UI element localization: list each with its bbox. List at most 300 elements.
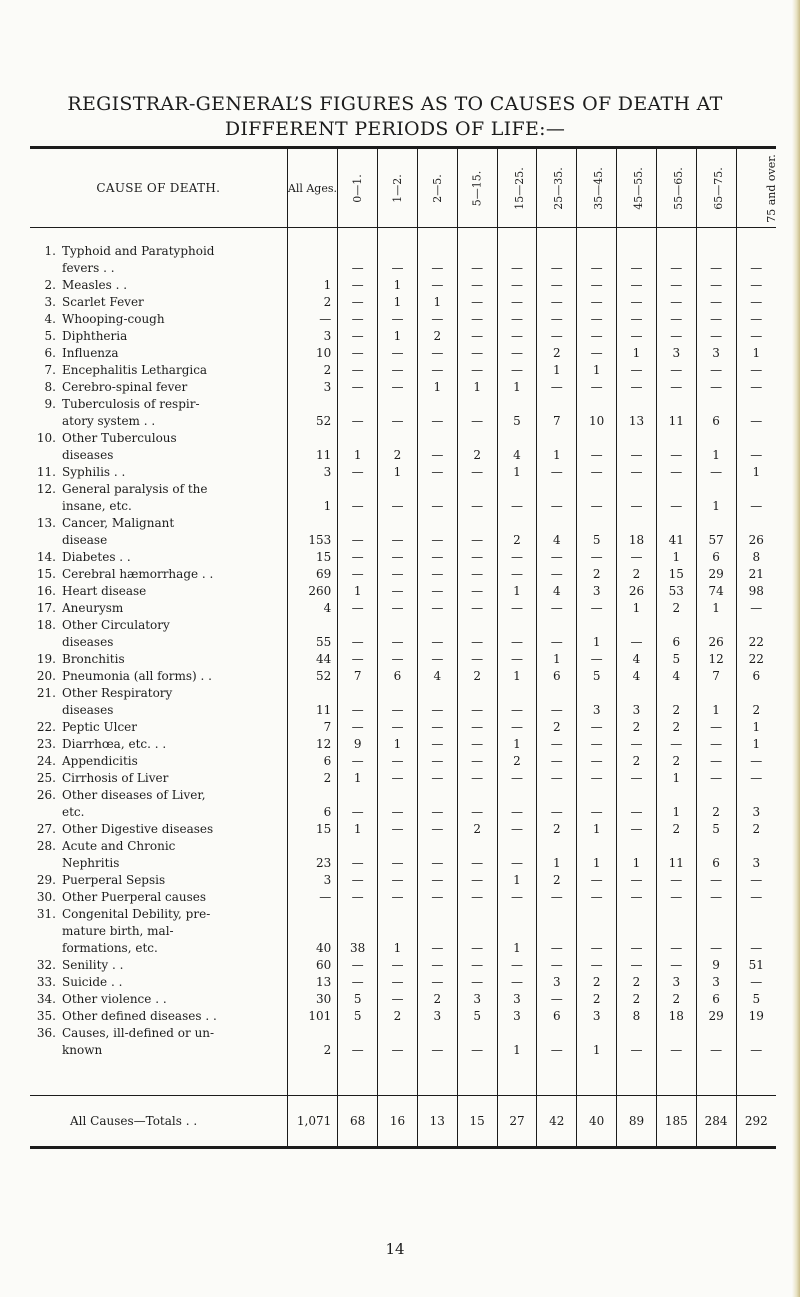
cause-label: Appendicitis (62, 754, 138, 768)
totals-cell: 40 (577, 1096, 617, 1148)
cause-label: formations, etc. (62, 941, 158, 955)
age-group-cell: 1 (497, 872, 537, 889)
age-group-cell: — (617, 770, 657, 787)
age-group-cell: 4 (417, 668, 457, 685)
causes-of-death-table-container (30, 146, 776, 1149)
age-group-cell: — (338, 464, 378, 481)
age-group-cell: — (617, 736, 657, 753)
table-row (30, 600, 776, 617)
age-group-cell: — (338, 838, 378, 872)
cause-label: mature birth, mal- (62, 924, 174, 938)
age-group-cell: — (378, 719, 418, 736)
age-group-cell: 3 (617, 685, 657, 719)
all-ages-cell: 7 (287, 719, 338, 736)
table-row (30, 243, 776, 277)
age-group-cell: 1 (617, 838, 657, 872)
age-group-cell: 5 (696, 821, 736, 838)
cause-cell (30, 294, 287, 311)
age-group-cell: — (378, 515, 418, 549)
age-group-cell: — (457, 294, 497, 311)
age-group-cell: — (457, 974, 497, 991)
table-row (30, 362, 776, 379)
age-group-cell: — (696, 362, 736, 379)
age-group-cell: 2 (736, 821, 776, 838)
age-group-cell: — (577, 328, 617, 345)
age-group-cell: — (497, 277, 537, 294)
table-row (30, 481, 776, 515)
age-group-cell: — (656, 243, 696, 277)
age-group-cell: 2 (617, 991, 657, 1008)
cause-cell (30, 651, 287, 668)
age-group-cell: — (417, 583, 457, 600)
age-group-cell: — (577, 719, 617, 736)
age-group-cell: 5 (338, 991, 378, 1008)
cause-label: Bronchitis (62, 652, 125, 666)
cause-label: Other Tuberculous (62, 431, 177, 445)
all-ages-cell: 153 (287, 515, 338, 549)
age-group-cell: — (497, 719, 537, 736)
cause-label: Other Digestive diseases (62, 822, 214, 836)
age-group-cell: — (457, 838, 497, 872)
age-group-cell: — (736, 362, 776, 379)
age-group-cell: — (457, 685, 497, 719)
age-group-cell: — (617, 294, 657, 311)
table-row (30, 328, 776, 345)
cause-number: 14. (36, 550, 56, 564)
age-group-cell: — (338, 328, 378, 345)
age-group-cell: — (378, 872, 418, 889)
age-group-cell: 5 (338, 1008, 378, 1025)
page-edge (792, 0, 800, 1297)
table-row (30, 583, 776, 600)
cause-cell (30, 277, 287, 294)
table-header-row (30, 148, 776, 228)
cause-number: 35. (36, 1009, 56, 1023)
age-group-cell: — (497, 600, 537, 617)
age-group-cell: — (457, 753, 497, 770)
table-row (30, 311, 776, 328)
age-group-cell: 22 (736, 651, 776, 668)
age-group-cell: 51 (736, 957, 776, 974)
age-group-cell: — (656, 464, 696, 481)
age-group-cell: — (577, 787, 617, 821)
age-group-cell: — (617, 787, 657, 821)
age-group-cell: 21 (736, 566, 776, 583)
age-group-cell: 4 (617, 651, 657, 668)
table-row (30, 549, 776, 566)
age-group-cell: — (378, 770, 418, 787)
age-group-cell: 1 (617, 600, 657, 617)
cause-cell (30, 668, 287, 685)
age-group-cell: 5 (577, 668, 617, 685)
all-ages-cell: 10 (287, 345, 338, 362)
cause-label: Diphtheria (62, 329, 128, 343)
cause-label: Influenza (62, 346, 119, 360)
age-group-cell: — (736, 396, 776, 430)
age-group-cell: — (457, 583, 497, 600)
cause-number: 27. (36, 822, 56, 836)
table-row (30, 345, 776, 362)
age-group-cell: — (656, 328, 696, 345)
cause-label: Puerperal Sepsis (62, 873, 166, 887)
age-group-cell: — (617, 379, 657, 396)
age-group-cell: — (417, 719, 457, 736)
age-group-cell: — (736, 294, 776, 311)
age-group-cell: — (417, 821, 457, 838)
age-group-cell: — (378, 600, 418, 617)
age-group-cell: 26 (617, 583, 657, 600)
age-group-cell: 3 (497, 1008, 537, 1025)
age-group-cell: 2 (417, 991, 457, 1008)
age-group-cell: 2 (577, 974, 617, 991)
age-group-cell: — (577, 872, 617, 889)
age-group-cell: — (378, 838, 418, 872)
cause-number: 24. (36, 754, 56, 768)
age-group-cell: — (656, 481, 696, 515)
totals-cell: 185 (656, 1096, 696, 1148)
age-group-cell: — (338, 243, 378, 277)
age-group-cell: 2 (656, 991, 696, 1008)
header-age-group: 0—1. (338, 148, 378, 228)
age-group-cell: — (457, 600, 497, 617)
age-group-cell: — (656, 277, 696, 294)
age-group-cell: — (497, 481, 537, 515)
totals-cell: 27 (497, 1096, 537, 1148)
age-group-cell: — (577, 889, 617, 906)
cause-number: 31. (36, 907, 56, 921)
age-group-cell: — (617, 617, 657, 651)
age-group-cell: — (338, 362, 378, 379)
age-group-cell: — (577, 379, 617, 396)
age-group-cell: — (656, 906, 696, 957)
cause-number: 29. (36, 873, 56, 887)
cause-label: Suicide . . (62, 975, 123, 989)
all-ages-cell: 6 (287, 787, 338, 821)
age-group-cell: — (736, 600, 776, 617)
age-group-cell: — (537, 328, 577, 345)
age-group-cell: 1 (696, 481, 736, 515)
age-group-cell: 2 (696, 787, 736, 821)
table-row (30, 838, 776, 872)
age-group-cell: 4 (656, 668, 696, 685)
header-cause: CAUSE OF DEATH. (30, 148, 287, 228)
age-group-cell: — (378, 651, 418, 668)
cause-label: Heart disease (62, 584, 147, 598)
age-group-cell: — (497, 311, 537, 328)
age-group-cell: 41 (656, 515, 696, 549)
age-group-cell: 1 (736, 719, 776, 736)
cause-number: 30. (36, 890, 56, 904)
age-group-cell: — (577, 770, 617, 787)
age-group-cell: — (537, 464, 577, 481)
age-group-cell: — (378, 617, 418, 651)
cause-number: 5. (44, 329, 56, 343)
age-group-cell: — (617, 872, 657, 889)
totals-cell: 292 (736, 1096, 776, 1148)
age-group-cell: 1 (378, 277, 418, 294)
age-group-cell: 1 (537, 838, 577, 872)
table-row (30, 685, 776, 719)
age-group-cell: — (696, 906, 736, 957)
age-group-cell: — (378, 889, 418, 906)
age-group-cell: — (417, 838, 457, 872)
all-ages-cell: 2 (287, 362, 338, 379)
cause-number: 21. (36, 686, 56, 700)
cause-cell (30, 719, 287, 736)
age-group-cell: 2 (656, 753, 696, 770)
age-group-cell: 2 (378, 1008, 418, 1025)
age-group-cell: — (417, 957, 457, 974)
age-group-cell: — (617, 328, 657, 345)
cause-label: Cirrhosis of Liver (62, 771, 169, 785)
age-group-cell: 26 (696, 617, 736, 651)
all-ages-cell: 15 (287, 821, 338, 838)
age-group-cell: 2 (497, 753, 537, 770)
age-group-cell: — (417, 311, 457, 328)
age-group-cell: — (656, 889, 696, 906)
table-row (30, 957, 776, 974)
age-group-cell: 6 (696, 549, 736, 566)
cause-number: 11. (36, 465, 56, 479)
age-group-cell: — (617, 277, 657, 294)
age-group-cell: 5 (577, 515, 617, 549)
age-group-cell: 1 (378, 906, 418, 957)
age-group-cell: — (417, 787, 457, 821)
age-group-cell: 1 (338, 583, 378, 600)
age-group-cell: — (378, 583, 418, 600)
age-group-cell: 2 (617, 719, 657, 736)
cause-cell (30, 345, 287, 362)
table-row (30, 379, 776, 396)
causes-of-death-table (30, 146, 776, 1149)
table-row (30, 770, 776, 787)
cause-number: 10. (36, 431, 56, 445)
age-group-cell: 5 (736, 991, 776, 1008)
age-group-cell: — (378, 1025, 418, 1059)
age-group-cell: — (417, 566, 457, 583)
all-ages-cell: 4 (287, 600, 338, 617)
age-group-cell: — (656, 736, 696, 753)
age-group-cell: — (577, 957, 617, 974)
table-row (30, 821, 776, 838)
header-age-group: 75 and over. (736, 148, 776, 228)
cause-number: 26. (36, 788, 56, 802)
all-ages-cell: 12 (287, 736, 338, 753)
cause-label: Other Respiratory (62, 686, 173, 700)
age-group-cell: 29 (696, 566, 736, 583)
age-group-cell: — (577, 651, 617, 668)
age-group-cell: — (736, 974, 776, 991)
age-group-cell: — (617, 1025, 657, 1059)
cause-number: 28. (36, 839, 56, 853)
cause-label: Causes, ill-defined or un- (62, 1026, 215, 1040)
age-group-cell: 1 (378, 464, 418, 481)
age-group-cell: — (338, 719, 378, 736)
cause-number: 18. (36, 618, 56, 632)
cause-label: Measles . . (62, 278, 128, 292)
cause-cell (30, 311, 287, 328)
totals-row (30, 1096, 776, 1148)
table-row (30, 1025, 776, 1059)
header-age-group: 55—65. (656, 148, 696, 228)
age-group-cell: — (497, 957, 537, 974)
age-group-cell: — (497, 294, 537, 311)
age-group-cell: — (457, 957, 497, 974)
age-group-cell: 1 (338, 770, 378, 787)
age-group-cell: 5 (656, 651, 696, 668)
age-group-cell: 6 (696, 396, 736, 430)
age-group-cell: — (577, 753, 617, 770)
cause-label: Syphilis . . (62, 465, 126, 479)
age-group-cell: — (457, 515, 497, 549)
age-group-cell: 2 (537, 872, 577, 889)
age-group-cell: — (497, 362, 537, 379)
cause-number: 1. (44, 244, 56, 258)
age-group-cell: 10 (577, 396, 617, 430)
age-group-cell: — (617, 957, 657, 974)
cause-label: Other diseases of Liver, (62, 788, 206, 802)
table-row (30, 430, 776, 464)
cause-cell (30, 600, 287, 617)
cause-label: atory system . . (62, 414, 156, 428)
cause-label: Pneumonia (all forms) . . (62, 669, 212, 683)
age-group-cell: — (696, 243, 736, 277)
age-group-cell: 26 (736, 515, 776, 549)
all-ages-cell: 69 (287, 566, 338, 583)
age-group-cell: — (338, 974, 378, 991)
cause-label: Other Puerperal causes (62, 890, 207, 904)
cause-label: diseases (62, 635, 114, 649)
age-group-cell: — (656, 1025, 696, 1059)
age-group-cell: — (736, 481, 776, 515)
cause-cell (30, 515, 287, 549)
age-group-cell: 1 (497, 379, 537, 396)
age-group-cell: 22 (736, 617, 776, 651)
age-group-cell: — (417, 753, 457, 770)
age-group-cell: — (417, 889, 457, 906)
age-group-cell: — (338, 396, 378, 430)
age-group-cell: — (378, 991, 418, 1008)
cause-label: Senility . . (62, 958, 124, 972)
page-title (0, 92, 790, 142)
age-group-cell: — (417, 277, 457, 294)
age-group-cell: — (537, 753, 577, 770)
table-row (30, 991, 776, 1008)
age-group-cell: — (577, 549, 617, 566)
age-group-cell: — (497, 685, 537, 719)
age-group-cell: 1 (417, 379, 457, 396)
table-row (30, 889, 776, 906)
age-group-cell: — (537, 243, 577, 277)
cause-cell (30, 889, 287, 906)
age-group-cell: 5 (457, 1008, 497, 1025)
age-group-cell: — (736, 277, 776, 294)
cause-label: known (62, 1043, 103, 1057)
age-group-cell: — (736, 328, 776, 345)
cause-number: 17. (36, 601, 56, 615)
age-group-cell: — (338, 753, 378, 770)
header-age-group: 35—45. (577, 148, 617, 228)
header-age-group: 1—2. (378, 148, 418, 228)
cause-label: diseases (62, 703, 114, 717)
age-group-cell: — (497, 770, 537, 787)
age-group-cell: — (577, 294, 617, 311)
totals-cell: 42 (537, 1096, 577, 1148)
age-group-cell: — (497, 243, 537, 277)
cause-label: Diarrhœa, etc. . . (62, 737, 167, 751)
age-group-cell: — (417, 770, 457, 787)
table-row (30, 651, 776, 668)
age-group-cell: 7 (338, 668, 378, 685)
age-group-cell: 3 (656, 345, 696, 362)
header-age-group: 65—75. (696, 148, 736, 228)
age-group-cell: 2 (537, 345, 577, 362)
cause-cell (30, 1008, 287, 1025)
age-group-cell: — (417, 481, 457, 515)
age-group-cell: 2 (577, 991, 617, 1008)
table-row (30, 277, 776, 294)
table-row (30, 787, 776, 821)
age-group-cell: — (696, 1025, 736, 1059)
all-ages-cell: 2 (287, 770, 338, 787)
cause-number: 12. (36, 482, 56, 496)
header-age-group: 5—15. (457, 148, 497, 228)
cause-label: Congenital Debility, pre- (62, 907, 211, 921)
age-group-cell: 11 (656, 396, 696, 430)
age-group-cell: — (378, 243, 418, 277)
table-row (30, 617, 776, 651)
age-group-cell: 38 (338, 906, 378, 957)
cause-cell (30, 753, 287, 770)
age-group-cell: 57 (696, 515, 736, 549)
age-group-cell: — (417, 685, 457, 719)
age-group-cell: 3 (497, 991, 537, 1008)
age-group-cell: — (378, 549, 418, 566)
age-group-cell: — (577, 736, 617, 753)
age-group-cell: 29 (696, 1008, 736, 1025)
age-group-cell: — (457, 362, 497, 379)
all-ages-cell: 11 (287, 685, 338, 719)
age-group-cell: — (417, 1025, 457, 1059)
age-group-cell: — (338, 345, 378, 362)
age-group-cell: — (537, 736, 577, 753)
cause-number: 16. (36, 584, 56, 598)
totals-cell: 13 (417, 1096, 457, 1148)
age-group-cell: — (378, 685, 418, 719)
age-group-cell: — (656, 379, 696, 396)
all-ages-cell: 23 (287, 838, 338, 872)
age-group-cell: 1 (736, 345, 776, 362)
age-group-cell: 1 (736, 464, 776, 481)
age-group-cell: 4 (537, 515, 577, 549)
age-group-cell: — (457, 906, 497, 957)
totals-all-ages: 1,071 (287, 1096, 338, 1148)
age-group-cell: — (537, 770, 577, 787)
cause-label: Aneurysm (62, 601, 124, 615)
age-group-cell: — (617, 821, 657, 838)
age-group-cell: — (537, 294, 577, 311)
age-group-cell: — (457, 736, 497, 753)
age-group-cell: 1 (577, 617, 617, 651)
age-group-cell: — (577, 311, 617, 328)
cause-cell (30, 736, 287, 753)
age-group-cell: 2 (617, 566, 657, 583)
age-group-cell: — (696, 719, 736, 736)
age-group-cell: — (696, 872, 736, 889)
totals-cell: 68 (338, 1096, 378, 1148)
age-group-cell: — (617, 311, 657, 328)
age-group-cell: — (417, 736, 457, 753)
